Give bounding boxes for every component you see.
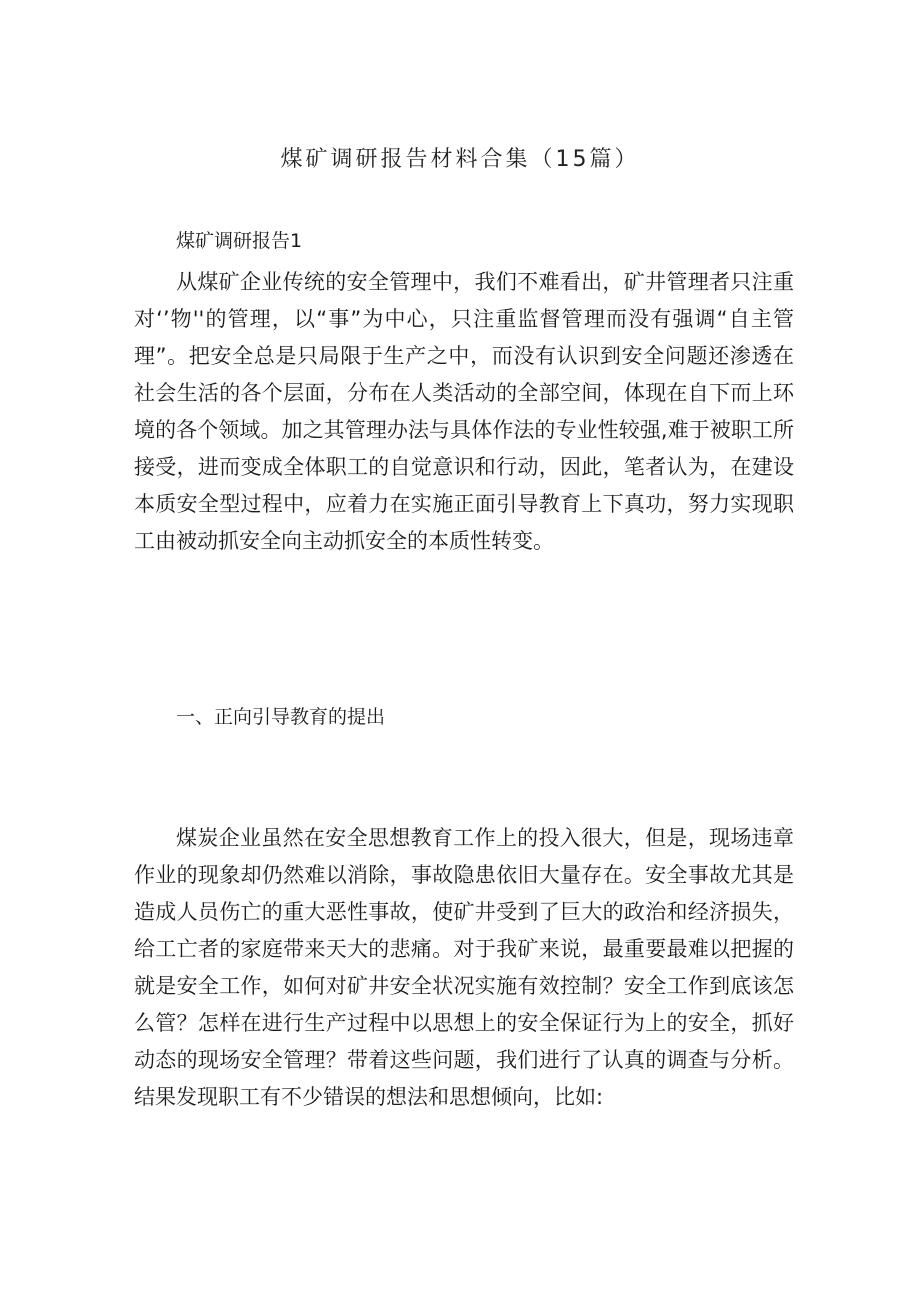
document-title: 煤矿调研报告材料合集（15篇） — [280, 147, 640, 172]
intro-paragraph: 从煤矿企业传统的安全管理中，我们不难看出，矿井管理者只注重对‘’物''的管理，以“事”为中心，只注重监督管理而没有强调“自主管理”。把安全总是只局限于生产之中，而没有认识到安全问题还渗透在社会生活的各个层面，分布在人类活动的全部空间，体现在自下而上环境的各个领域。加之其管理办法与具体作法的专业性较强,难于被职工所接受，进而变成全体职工的自觉意识和行动，因此，笔者认为，在建设本质安全型过程中，应着力在实施正面引导教育上下真功，努力实现职工由被动抓安全向主动抓安全的本质性转变。 — [134, 270, 794, 553]
report-heading: 煤矿调研报告1 — [176, 230, 303, 252]
section-heading: 一、正向引导教育的提出 — [176, 706, 386, 728]
section-paragraph: 煤炭企业虽然在安全思想教育工作上的投入很大，但是，现场违章作业的现象却仍然难以消除，事故隐患依旧大量存在。安全事故尤其是造成人员伤亡的重大恶性事故，使矿井受到了巨大的政治和经济损失，给工亡者的家庭带来天大的悲痛。对于我矿来说，最重要最难以把握的就是安全工作，如何对矿井安全状况实施有效控制？安全工作到底该怎么管？怎样在进行生产过程中以思想上的安全保证行为上的安全，抓好动态的现场安全管理？带着这些问题，我们进行了认真的调查与分析。结果发现职工有不少错误的想法和思想倾向，比如: — [134, 826, 794, 1109]
